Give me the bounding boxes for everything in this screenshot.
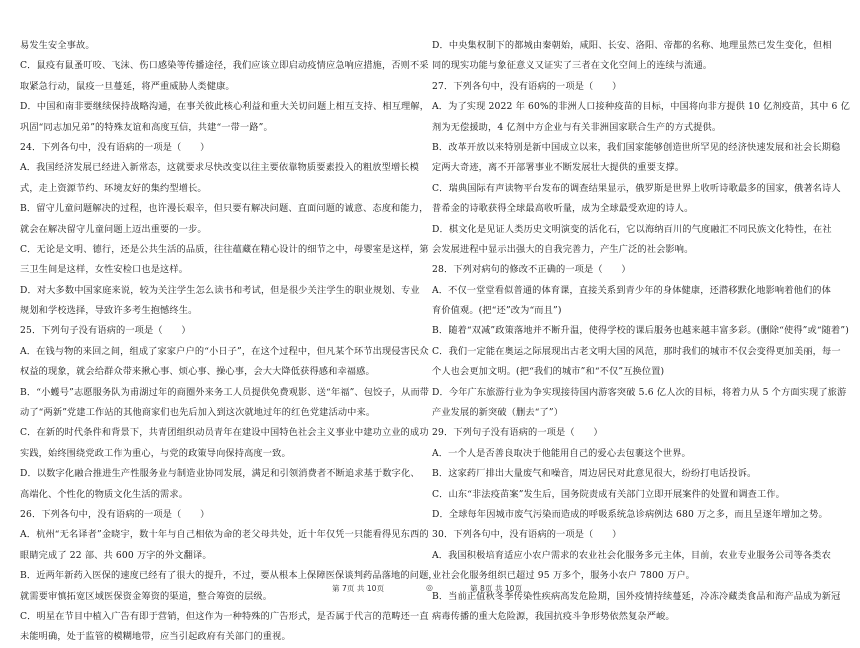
left-page-text-line: A．杭州“无名译者”金晓宇，数十年与自己相依为命的老父母共处，近十年仅凭一只能看得见东西的 — [20, 529, 429, 541]
right-page-text-line: B．随着“双减”政策落地并不断升温，使得学校的课后服务也越来越丰富多彩。(删除“使得”或“随着”) — [432, 325, 849, 337]
right-page-text-line: 定两大奇迹，离不开部署事业不断发展壮大提供的重要支撑。 — [432, 162, 685, 174]
left-page-text-line: C．明星在节目中植入广告有即于营销，但这作为一种特殊的广告形式，是否属于代言的范畴还一直 — [20, 610, 429, 622]
right-page-text-line: B．当前正值秋冬季传染性疾病高发危险期，国外疫情持续蔓延，冷冻冷藏类食品和海产品成为新冠 — [432, 590, 841, 602]
right-page-text-line: 普希金的诗歌获得全球最高收听量，成为全球最受欢迎的诗人。 — [432, 203, 694, 215]
left-page-text-line: C．在新的时代条件和背景下，共青团组织动员青年在建设中国特色社会主义事业中建功立业的成功 — [20, 427, 429, 439]
left-page-text-line: 实践，始终围绕党政工作为重心，与党的政策导向保持高度一致。 — [20, 447, 291, 459]
left-page-text-line: 权益的现象，就会给群众带来揪心事、烦心事、操心事，会大大降低获得感和幸福感。 — [20, 366, 375, 378]
right-page-text-line: C．我们一定能在奥运之际展现出古老文明大国的风范，那时我们的城市不仅会变得更加美丽，每一 — [432, 345, 841, 357]
left-page-text-line: 25．下列句子没有语病的一项是（ ） — [20, 325, 191, 337]
right-page-text-line: 个人也会更加文明。(把“我们的城市”和“不仅”互换位置) — [432, 366, 665, 378]
right-page-text-line: C．山东“非法疫苗案”发生后，国务院责成有关部门立即开展案件的处置和调查工作。 — [432, 488, 786, 500]
page-divider-mark: ◎ — [426, 583, 433, 592]
right-page-text-line: B．改革开放以来特别是新中国成立以来，我们国家能够创造世所罕见的经济快速发展和社会长期稳 — [432, 141, 841, 153]
right-page-text-line: A．不仅一堂堂看似普通的体育课，直接关系到青少年的身体健康，还潜移默化地影响着他们的体 — [432, 284, 831, 296]
right-page-text-line: 剂为无偿援助，4 亿剂中方企业与有关非洲国家联合生产的方式提供。 — [432, 121, 722, 133]
right-page-text-line: 产业发展的新突破（删去“了”） — [432, 407, 564, 419]
left-page-text-line: D．中国和南非要继续保持战略沟通，在事关彼此核心利益和重大关切问题上相互支持、相互理解， — [20, 101, 430, 113]
left-page-text-line: 24．下列各句中，没有语病的一项是（ ） — [20, 141, 210, 153]
left-page-text-line: 动了“两新”党建工作站的其他商家们也先后加入到这次就地过年的红色党建活动中来。 — [20, 407, 376, 419]
left-page-text-line: 易发生安全事故。 — [20, 40, 95, 51]
left-page-text-line: 式，走上资源节约、环境友好的集约型增长。 — [20, 182, 207, 194]
left-page-text-line: B．近两年新药入医保的速度已经有了很大的提升，不过，要从根本上保障医保谈判药品落地的问题， — [20, 570, 438, 582]
left-page-text-line: 未能明确，处于监管的模糊地带，应当引起政府有关部门的重视。 — [20, 631, 291, 643]
right-page-text-line: D．棋文化是见证人类历史文明演变的活化石，它以海纳百川的气度融汇不同民族文化特性，在社 — [432, 223, 832, 235]
right-page-text-line: B．这家药厂排出大量废气和噪音，周边居民对此意见很大，纷纷打电话投诉。 — [432, 468, 757, 480]
right-page-text-line: 业社会化服务组织已超过 95 万多个，服务小农户 7800 万户。 — [432, 570, 696, 582]
left-page-text-line: D．以数字化融合推进生产性服务业与制造业协同发展，满足和引领消费者不断追求基于数字化、 — [20, 468, 420, 480]
right-page-text-line: C．瑞典国际有声读物平台发布的调查结果显示，俄罗斯是世界上收听诗歌最多的国家，俄著名诗人 — [432, 182, 841, 194]
right-page-column — [432, 36, 850, 627]
left-page-text-line: 就需要审慎拓宽区域医保资金筹资的渠道，整合筹资的层级。 — [20, 590, 273, 602]
right-page-text-line: 27．下列各句中，没有语病的一项是（ ） — [432, 80, 622, 92]
right-page-text-line: 病毒传播的重大危险源，我国抗疫斗争形势依然复杂严峻。 — [432, 610, 675, 622]
left-page-text-line: B．留守儿童问题解决的过程，也许漫长艰辛，但只要有解决问题、直面问题的诚意、态度和能力， — [20, 203, 429, 215]
left-page-text-line: 巩固“同志加兄弟”的特殊友谊和高度互信，共建“一带一路”。 — [20, 121, 273, 133]
right-page-text-line: D．今年广东旅游行业为争实现接待国内游客突破 5.6 亿人次的目标，将着力从 5 个方面实现了旅游 — [432, 386, 847, 398]
left-page-text-line: 26．下列各句中，没有语病的一项是（ ） — [20, 508, 210, 520]
right-page-text-line: 28．下列对病句的修改不正确的一项是（ ） — [432, 264, 631, 276]
right-page-text-line: 29．下列句子没有语病的一项是（ ） — [432, 427, 603, 439]
left-page-text-line: C．鼠疫有鼠蚤叮咬、飞沫、伤口感染等传播途径，我们应该立即启动疫情应急响应措施，否则不采 — [20, 60, 429, 72]
left-page-text-line: 眼睛完成了 22 部、共 600 万字的外文翻译。 — [20, 549, 212, 561]
left-page-column — [20, 36, 438, 648]
left-page-text-line: D．对大多数中国家庭来说，较为关注学生怎么读书和考试，但是很少关注学生的职业规划、专业 — [20, 284, 420, 296]
right-page-text-line: 会发展进程中显示出强大的自我完善力，产生广泛的社会影响。 — [432, 243, 694, 255]
left-page-text-line: 取紧急行动，鼠疫一旦蔓延，将严重威胁人类健康。 — [20, 80, 235, 92]
left-page-text-line: A．在钱与物的来回之间，组成了家家户户的“小日子”，在这个过程中，但凡某个环节出现侵害民众 — [20, 345, 429, 357]
page-number-left: 第 7页 共 10页 — [332, 584, 385, 593]
left-page-text-line: C．无论是文明、德行，还是公共生活的品质，往往蕴藏在精心设计的细节之中，母婴室是这样，第 — [20, 243, 429, 255]
right-page-text-line: A．一个人是否善良取决于他能用自己的爱心去包裹这个世界。 — [432, 447, 691, 459]
left-page-text-line: 就会在解决留守儿童问题上迈出重要的一步。 — [20, 223, 207, 235]
left-page-text-line: 高端化、个性化的物质文化生活的需求。 — [20, 488, 189, 500]
left-page-text-line: 三卫生间是这样，女性安检口也是这样。 — [20, 264, 189, 276]
page-number-right: 第 8页 共 10页 — [470, 584, 523, 593]
right-page-text-line: 育价值观。(把“还”改为“而且”) — [432, 305, 562, 317]
right-page-text-line: D．中央集权制下的都城由秦朝始，咸阳、长安、洛阳、帝都的名称、地理虽然已发生变化，但相 — [432, 40, 832, 51]
right-page-text-line: A．我国积极培育适应小农户需求的农业社会化服务多元主体，目前，农业专业服务公司等各类农 — [432, 549, 831, 561]
right-page-text-line: A．为了实现 2022 年 60%的非洲人口接种疫苗的目标，中国将向非方提供 10 亿剂疫苗，其中 6 亿 — [432, 101, 850, 113]
right-page-text-line: 30．下列各句中，没有语病的一项是（ ） — [432, 529, 622, 541]
left-page-text-line: A．我国经济发展已经进入新常态，这就要求尽快改变以往主要依靠物质要素投入的粗放型增长模 — [20, 162, 419, 174]
right-page-text-line: 同的现实功能与象征意义又证实了三者在文化空间上的连续与流通。 — [432, 60, 713, 72]
right-page-text-line: D．全球每年因城市废气污染而造成的呼吸系统急诊病例达 680 万之多，而且呈逐年增加之势。 — [432, 508, 828, 520]
left-page-text-line: B．“小蠖号”志愿服务队为甫湖过年的商圈外来务工人员提供免费观影、送“年福”、包饺子，从而带 — [20, 386, 430, 398]
left-page-text-line: 规划和学校选择，导致许多考生抱憾终生。 — [20, 305, 198, 317]
